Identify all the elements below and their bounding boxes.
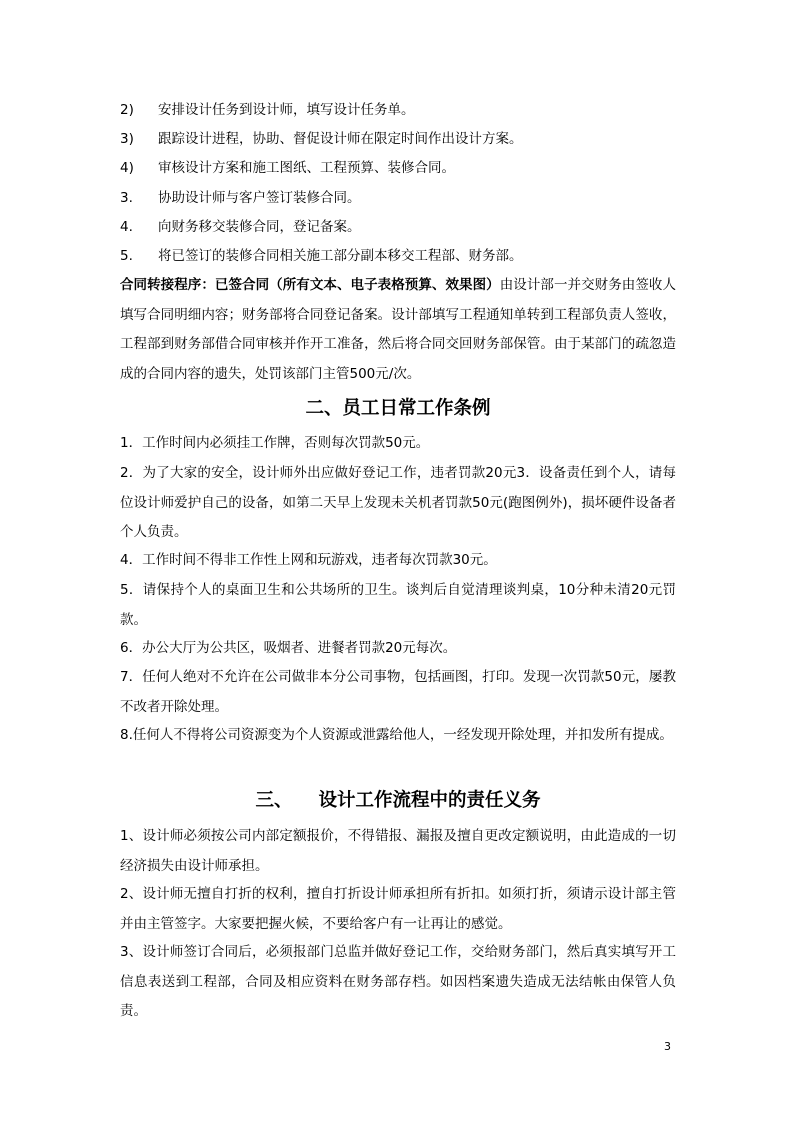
section-2-paragraph: 8.任何人不得将公司资源变为个人资源或泄露给他人，一经发现开除处理，并扣发所有提成。 (120, 727, 673, 743)
section-2-paragraph: 1．工作时间内必须挂工作牌，否则每次罚款50元。 (120, 435, 430, 451)
list-item (120, 100, 415, 120)
list-item-text: 向财务移交装修合同，登记备案。 (158, 219, 361, 235)
contract-procedure-paragraph (120, 271, 676, 389)
page-number: 3 (664, 1040, 671, 1053)
section-2-paragraph: 7．任何人绝对不允许在公司做非本分公司事物，包括画图，打印。发现一次罚款50元，屡教不改者开除处理。 (120, 669, 676, 715)
section-2-paragraph: 6．办公大厅为公共区，吸烟者、进餐者罚款20元每次。 (120, 640, 457, 656)
section-3-title-number: 三、 (255, 790, 293, 811)
list-item-number: 4) (120, 160, 134, 176)
list-item-text: 安排设计任务到设计师，填写设计任务单。 (158, 102, 415, 118)
section-3-title-text: 设计工作流程中的责任义务 (318, 790, 541, 811)
contract-procedure-heading: 合同转接程序：已签合同（所有文本、电子表格预算、效果图） (120, 277, 500, 293)
list-item-text: 协助设计师与客户签订装修合同。 (158, 190, 361, 206)
list-item-number: 5. (120, 248, 133, 264)
section-3-title (120, 788, 676, 814)
section-2-paragraph: 2．为了大家的安全，设计师外出应做好登记工作，违者罚款20元3．设备责任到个人，请每位设计师爱护自己的设备，如第二天早上发现未关机者罚款50元(跑图例外)，损坏硬件设备者个人负责。 (120, 465, 676, 541)
list-item-text: 跟踪设计进程，协助、督促设计师在限定时间作出设计方案。 (158, 131, 523, 147)
section-3-paragraph: 3、设计师签订合同后，必须报部门总监并做好登记工作，交给财务部门，然后真实填写开工信息表送到工程部，合同及相应资料在财务部存档。如因档案遗失造成无法结帐由保管人负责。 (120, 944, 676, 1020)
section-2-title: 二、员工日常工作条例 (305, 398, 491, 419)
section-2-paragraph: 4．工作时间不得非工作性上网和玩游戏，违者每次罚款30元。 (120, 552, 497, 568)
list-item-number: 4. (120, 219, 133, 235)
list-item-number: 2) (120, 102, 134, 118)
contract-procedure-text: 由设计部一并交财务由签收人填写合同明细内容；财务部将合同登记备案。设计部填写工程通知单转到工程部负责人签收，工程部到财务部借合同审核并作开工准备，然后将合同交回财务部保管。由于某部门的疏忽造成的合同内容的遗失，处罚该部门主管500元/次。 (120, 277, 676, 382)
list-item (120, 217, 361, 237)
list-item (120, 158, 455, 178)
list-item-number: 3) (120, 131, 134, 147)
list-item (120, 129, 523, 149)
section-2-paragraph: 5．请保持个人的桌面卫生和公共场所的卫生。谈判后自觉清理谈判桌，10分种未清20元罚款。 (120, 582, 676, 628)
list-item (120, 246, 523, 266)
list-item-number: 3. (120, 190, 133, 206)
list-item (120, 188, 361, 208)
section-3-paragraph: 1、设计师必须按公司内部定额报价，不得错报、漏报及擅自更改定额说明，由此造成的一切经济损失由设计师承担。 (120, 828, 676, 874)
section-3-paragraph: 2、设计师无擅自打折的权利，擅自打折设计师承担所有折扣。如须打折，须请示设计部主管并由主管签字。大家要把握火候，不要给客户有一让再让的感觉。 (120, 886, 676, 932)
list-item-text: 审核设计方案和施工图纸、工程预算、装修合同。 (158, 160, 455, 176)
list-item-text: 将已签订的装修合同相关施工部分副本移交工程部、财务部。 (158, 248, 523, 264)
